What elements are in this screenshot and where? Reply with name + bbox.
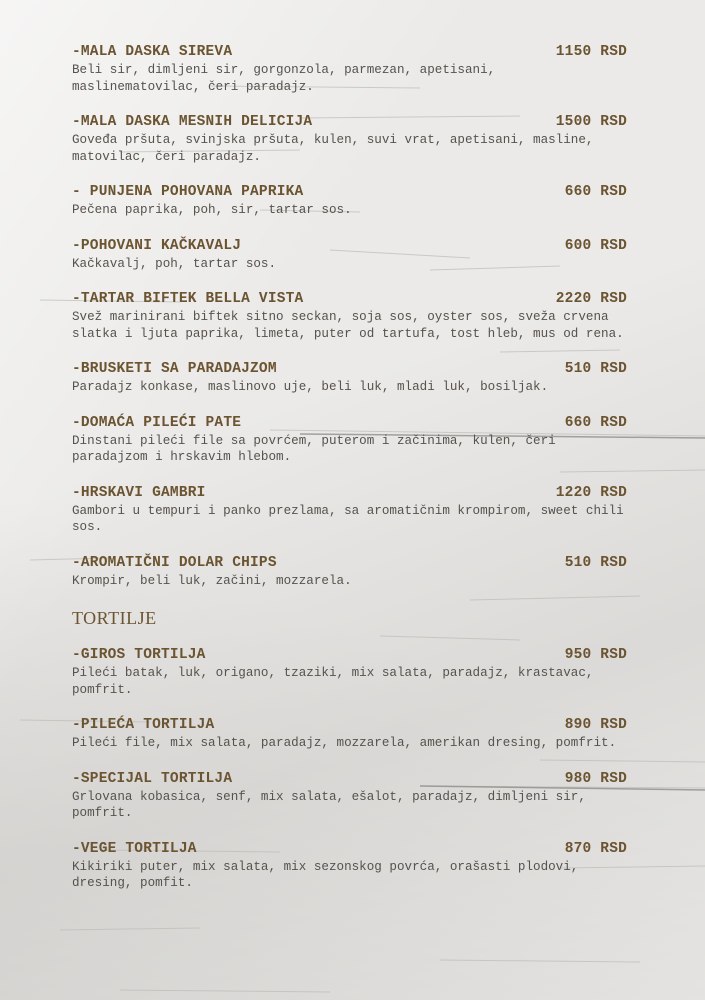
menu-item [72,238,627,273]
menu-item-price: 950 RSD [564,647,627,663]
menu-item-header [72,44,627,61]
menu-item-header [72,555,627,572]
menu-item-header [72,717,627,734]
menu-item-description: Goveđa pršuta, svinjska pršuta, kulen, suvi vrat, apetisani, masline, matovilac, čeri paradajz. [72,133,594,164]
menu-item-description: Pečena paprika, poh, sir, tartar sos. [72,203,352,217]
menu-item-description: Dinstani pileći file sa povrćem, puterom i začinima, kulen, čeri paradajzom i hrskavim hlebom. [72,433,556,464]
menu-item-name: -MALA DASKA MESNIH DELICIJA [72,114,313,130]
menu-item-name: -GIROS TORTILJA [72,647,206,663]
menu-item [72,415,627,466]
menu-item-name: -TARTAR BIFTEK BELLA VISTA [72,291,304,307]
menu-item [72,184,627,219]
menu-item-price: 660 RSD [564,184,627,200]
menu-item-name: -POHOVANI KAČKAVALJ [72,237,242,254]
menu-item-header [72,485,627,502]
menu-item-description: Beli sir, dimljeni sir, gorgonzola, parmezan, apetisani, maslinematovilac, čeri paradajz. [72,63,496,94]
appetizer-list [72,44,627,589]
menu-item-header [72,238,627,255]
menu-item-header [72,291,627,308]
menu-item-name: -SPECIJAL TORTILJA [72,770,233,787]
menu-item-header [72,771,627,788]
menu-item-description: Pileći batak, luk, origano, tzaziki, mix salata, paradajz, krastavac, pomfrit. [72,666,594,697]
menu-item-price: 1150 RSD [555,44,627,60]
menu-item-header [72,647,627,664]
menu-item [72,555,627,590]
menu-item-description: Paradajz konkase, maslinovo uje, beli luk, mladi luk, bosiljak. [72,380,549,394]
menu-item [72,44,627,95]
menu-item [72,114,627,165]
menu-item [72,647,627,698]
menu-item-description: Grlovana kobasica, senf, mix salata, ešalot, paradajz, dimljeni sir, pomfrit. [72,789,586,820]
menu-page [72,44,627,911]
menu-item-price: 660 RSD [564,414,627,431]
menu-item-description: Krompir, beli luk, začini, mozzarela. [72,573,352,588]
menu-item-name: -MALA DASKA SIREVA [72,44,233,60]
menu-item-name: -AROMATIČNI DOLAR CHIPS [72,554,277,571]
menu-item-name: - PUNJENA POHOVANA PAPRIKA [72,184,304,200]
menu-item-name: -VEGE TORTILJA [72,840,197,857]
menu-item [72,361,627,396]
menu-item-header [72,361,627,378]
menu-item-name: -HRSKAVI GAMBRI [72,484,206,501]
tortilla-list [72,647,627,892]
menu-item [72,841,627,892]
menu-item-price: 1500 RSD [555,114,627,130]
menu-item-description: Kikiriki puter, mix salata, mix sezonskog povrća, orašasti plodovi, dresing, pomfit. [72,859,579,890]
menu-item-price: 510 RSD [564,554,627,571]
menu-item-header [72,114,627,131]
menu-item-name: -BRUSKETI SA PARADAJZOM [72,361,277,377]
menu-item-price: 2220 RSD [555,291,627,307]
menu-item-price: 890 RSD [564,717,627,733]
menu-item-price: 870 RSD [564,840,627,857]
menu-item-description: Gambori u tempuri i panko prezlama, sa aromatičnim krompirom, sweet chili sos. [72,503,624,534]
menu-item [72,291,627,342]
menu-item [72,485,627,536]
menu-item-price: 980 RSD [564,770,627,787]
menu-item [72,717,627,752]
menu-item-price: 600 RSD [564,237,627,254]
menu-item-name: -DOMAĆA PILEĆI PATE [72,414,242,431]
menu-item-header [72,415,627,432]
menu-item [72,771,627,822]
menu-item-price: 510 RSD [564,361,627,377]
menu-item-header [72,841,627,858]
menu-item-description: Pileći file, mix salata, paradajz, mozzarela, amerikan dresing, pomfrit. [72,736,617,750]
menu-item-description: Kačkavalj, poh, tartar sos. [72,256,277,271]
section-title-tortilje: TORTILJE [72,608,157,628]
menu-item-description: Svež marinirani biftek sitno seckan, soja sos, oyster sos, sveža crvena slatka i ljuta paprika, limeta, puter od tartufa, tost hleb, mus od rena. [72,310,624,341]
menu-item-price: 1220 RSD [555,484,627,501]
menu-item-name: -PILEĆA TORTILJA [72,717,215,733]
menu-item-header [72,184,627,201]
